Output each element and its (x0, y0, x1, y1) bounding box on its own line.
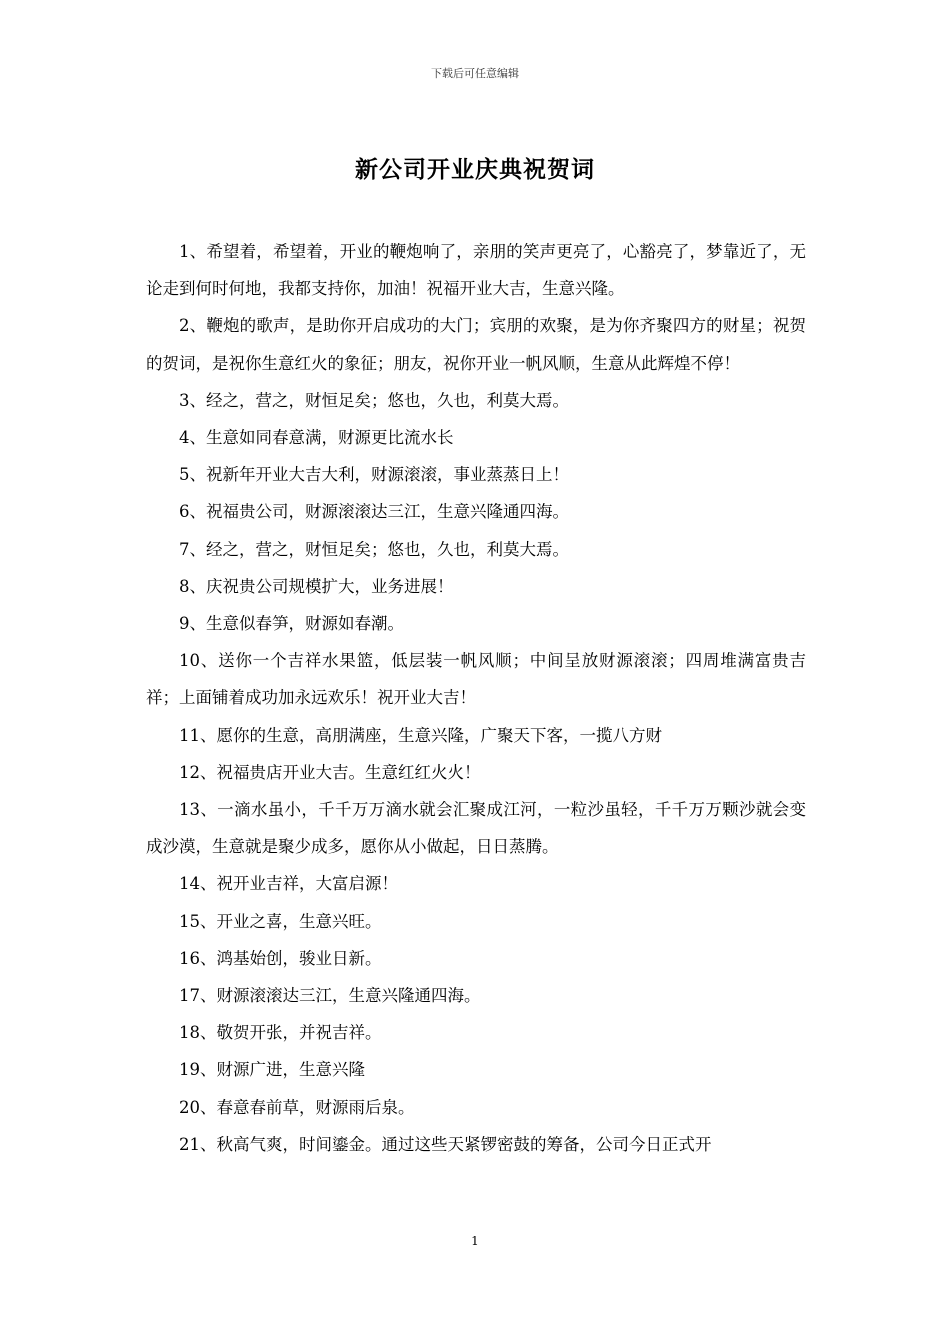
paragraph-14: 14、祝开业吉祥，大富启源！ (179, 874, 398, 894)
document-body (146, 233, 806, 1163)
paragraph-1: 1、希望着，希望着，开业的鞭炮响了，亲朋的笑声更亮了，心豁亮了，梦靠近了，无论走到何时何地，我都支持你，加油！祝福开业大吉，生意兴隆。 (146, 242, 806, 299)
paragraph-20: 20、春意春前草，财源雨后泉。 (179, 1097, 415, 1117)
document-title: 新公司开业庆典祝贺词 (355, 156, 595, 183)
paragraph-9: 9、生意似春笋，财源如春潮。 (179, 614, 404, 634)
paragraph-6: 6、祝福贵公司，财源滚滚达三江，生意兴隆通四海。 (179, 502, 569, 522)
paragraph-10: 10、送你一个吉祥水果篮，低层装一帆风顺；中间呈放财源滚滚；四周堆满富贵吉祥；上面铺着成功加永远欢乐！祝开业大吉！ (146, 651, 806, 708)
paragraph-3: 3、经之，营之，财恒足矣；悠也，久也，利莫大焉。 (179, 390, 569, 410)
paragraph-19: 19、财源广进，生意兴隆 (179, 1060, 365, 1080)
page-number: 1 (471, 1234, 479, 1248)
paragraph-8: 8、庆祝贵公司规模扩大，业务进展！ (179, 576, 454, 596)
paragraph-11: 11、愿你的生意，高朋满座，生意兴隆，广聚天下客，一揽八方财 (179, 725, 662, 745)
paragraph-4: 4、生意如同春意满，财源更比流水长 (179, 428, 454, 448)
paragraph-21: 21、秋高气爽，时间鎏金。通过这些天紧锣密鼓的筹备，公司今日正式开 (179, 1134, 712, 1154)
page-header: 下载后可任意编辑 (431, 67, 519, 80)
paragraph-16: 16、鸿基始创，骏业日新。 (179, 948, 382, 968)
paragraph-13: 13、一滴水虽小，千千万万滴水就会汇聚成江河，一粒沙虽轻，千千万万颗沙就会变成沙漠，生意就是聚少成多，愿你从小做起，日日蒸腾。 (146, 800, 806, 857)
paragraph-12: 12、祝福贵店开业大吉。生意红红火火！ (179, 762, 481, 782)
paragraph-7: 7、经之，营之，财恒足矣；悠也，久也，利莫大焉。 (179, 539, 569, 559)
paragraph-2: 2、鞭炮的歌声，是助你开启成功的大门；宾朋的欢聚，是为你齐聚四方的财星；祝贺的贺词，是祝你生意红火的象征；朋友，祝你开业一帆风顺，生意从此辉煌不停！ (146, 316, 806, 373)
paragraph-17: 17、财源滚滚达三江，生意兴隆通四海。 (179, 986, 481, 1006)
paragraph-18: 18、敬贺开张，并祝吉祥。 (179, 1023, 382, 1043)
paragraph-5: 5、祝新年开业大吉大利，财源滚滚，事业蒸蒸日上！ (179, 465, 569, 485)
paragraph-15: 15、开业之喜，生意兴旺。 (179, 911, 382, 931)
